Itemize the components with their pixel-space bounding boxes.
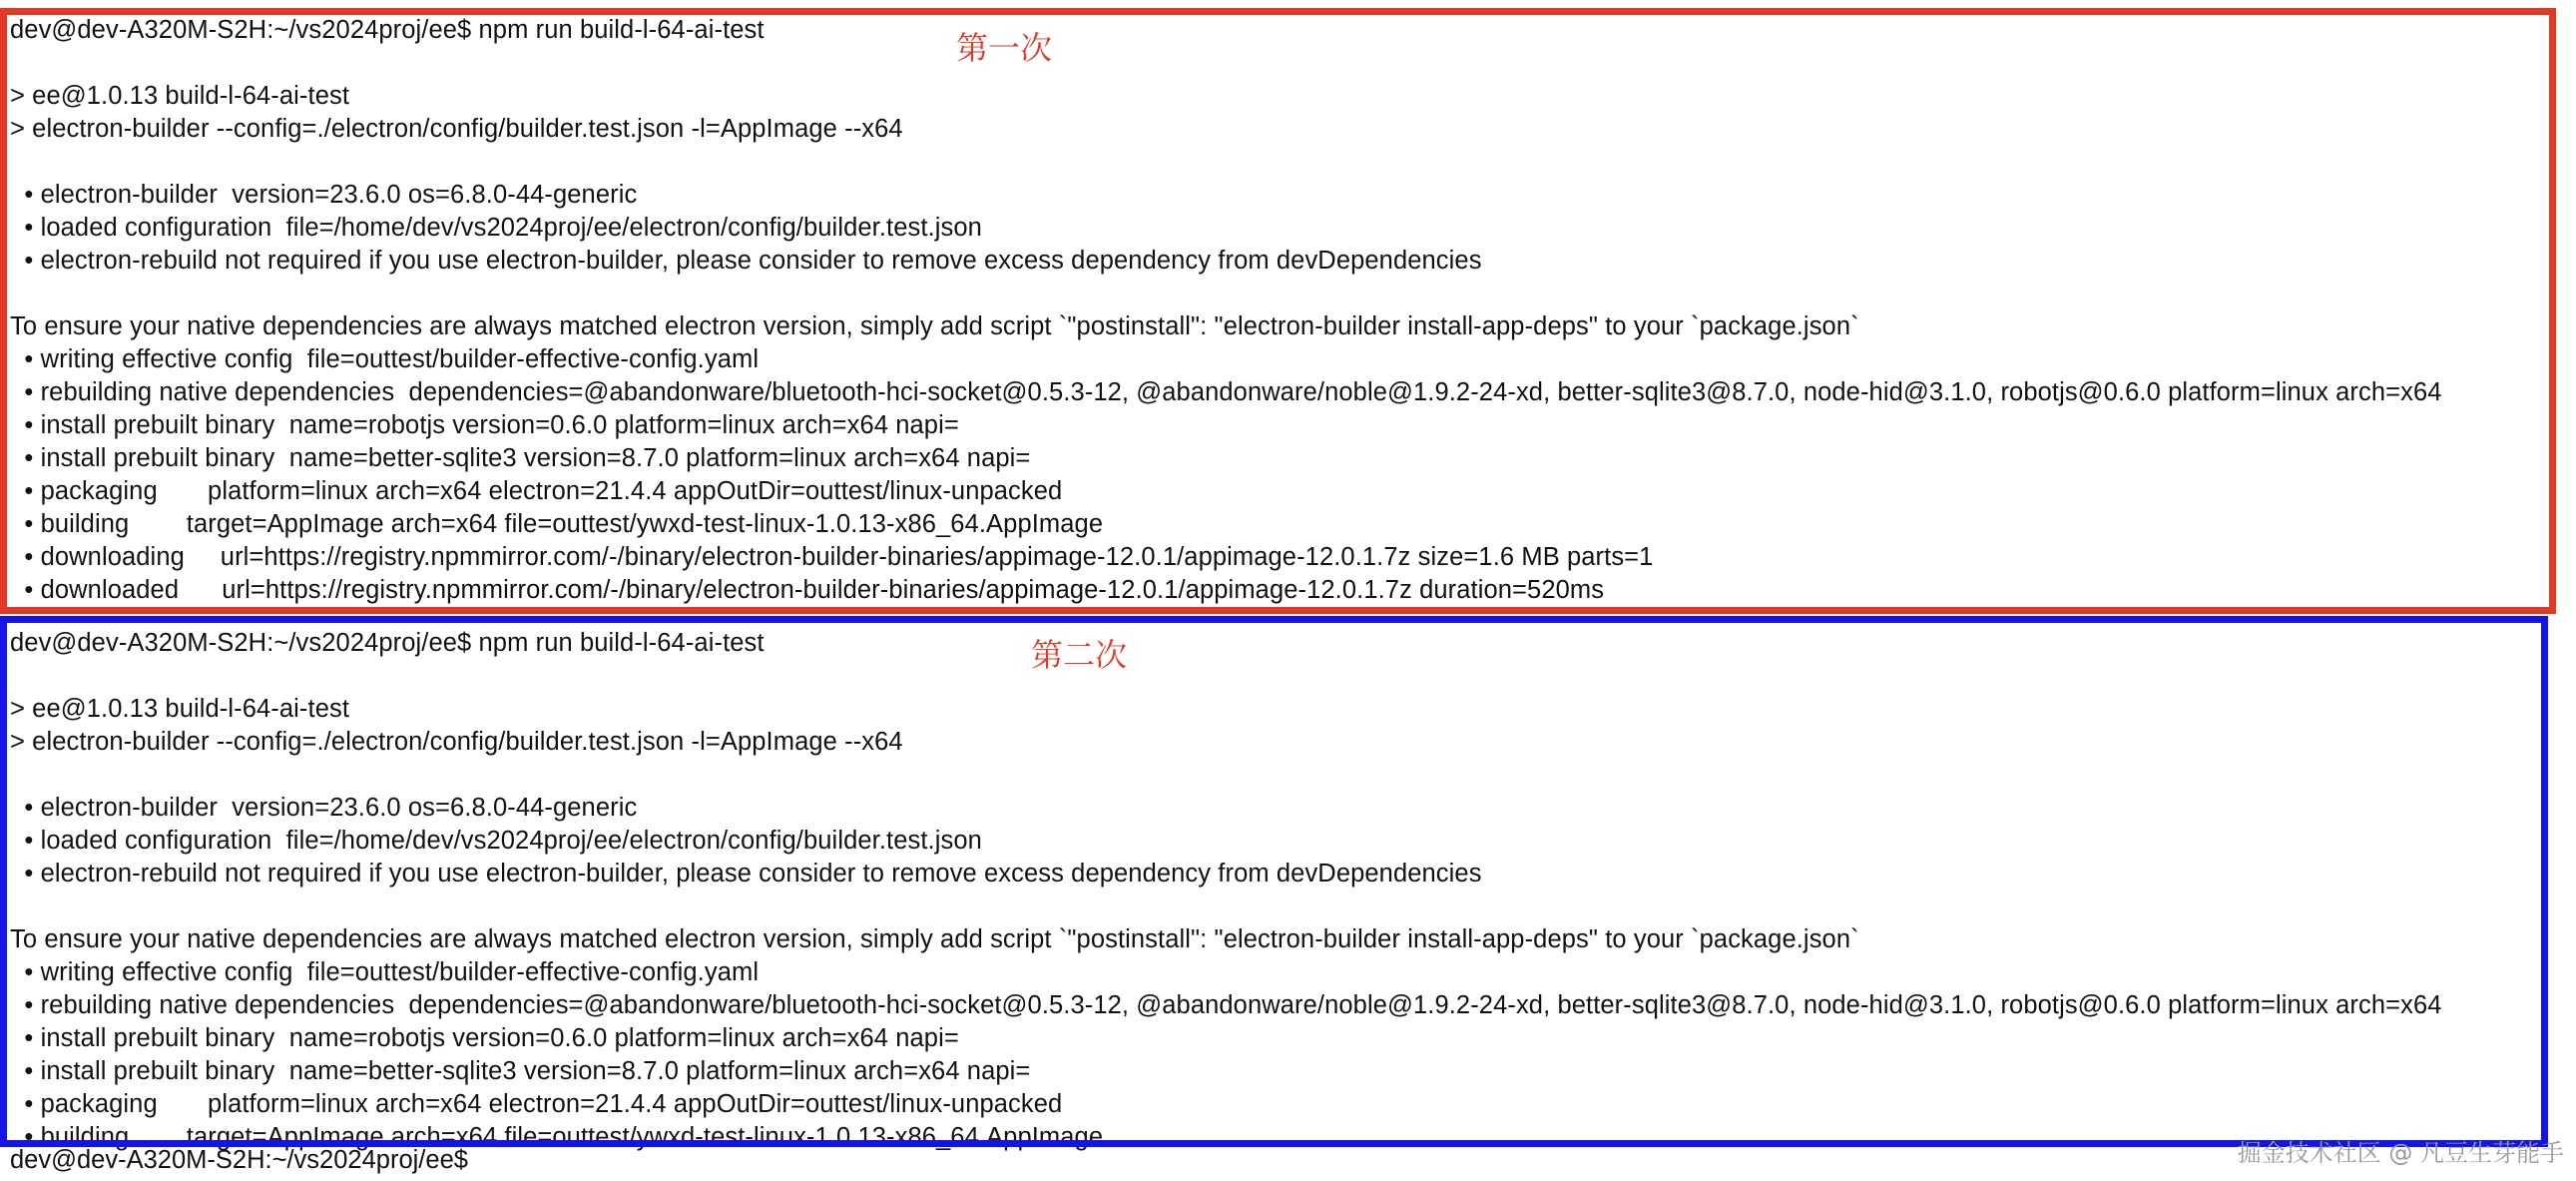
terminal-line: • electron-rebuild not required if you use electron-builder, please consider to remove excess dependency from devDependencies xyxy=(10,860,1482,887)
terminal-line: dev@dev-A320M-S2H:~/vs2024proj/ee$ npm run build-l-64-ai-test xyxy=(10,629,765,657)
terminal-line: • building target=AppImage arch=x64 file=outtest/ywxd-test-linux-1.0.13-x86_64.AppImage xyxy=(10,510,1104,538)
shell-prompt[interactable]: dev@dev-A320M-S2H:~/vs2024proj/ee$ xyxy=(10,1146,468,1174)
terminal-line: • loaded configuration file=/home/dev/vs2024proj/ee/electron/config/builder.test.json xyxy=(10,214,982,242)
terminal-line: dev@dev-A320M-S2H:~/vs2024proj/ee$ npm run build-l-64-ai-test xyxy=(10,16,765,44)
terminal-line: • electron-rebuild not required if you use electron-builder, please consider to remove excess dependency from devDependencies xyxy=(10,247,1482,275)
watermark: 掘金技术社区 @ 凡豆生芽能手 xyxy=(2237,1139,2564,1167)
second-run-label: 第二次 xyxy=(1031,636,1128,674)
terminal-line: • writing effective config file=outtest/builder-effective-config.yaml xyxy=(10,345,760,373)
terminal-line: • loaded configuration file=/home/dev/vs2024proj/ee/electron/config/builder.test.json xyxy=(10,827,982,855)
terminal-line: • downloading url=https://registry.npmmirror.com/-/binary/electron-builder-binaries/appimage-12.0.1/appimage-12.0.1.7z size=1.6 MB parts=1 xyxy=(10,543,1654,571)
terminal-line: • building target=AppImage arch=x64 file=outtest/ywxd-test-linux-1.0.13-x86_64.AppImage xyxy=(10,1123,1104,1151)
terminal-line: To ensure your native dependencies are always matched electron version, simply add script `"postinstall": "electron-builder install-app-deps" to your `package.json` xyxy=(10,925,1859,953)
terminal-line: • rebuilding native dependencies dependencies=@abandonware/bluetooth-hci-socket@0.5.3-12, @abandonware/noble@1.9.2-24-xd, better-sqlite3@8.7.0, node-hid@3.1.0, robotjs@0.6.0 platform=linux arch=x64 xyxy=(10,991,2442,1019)
terminal-line: • writing effective config file=outtest/builder-effective-config.yaml xyxy=(10,958,760,986)
terminal-line: • downloaded url=https://registry.npmmirror.com/-/binary/electron-builder-binaries/appimage-12.0.1/appimage-12.0.1.7z duration=520ms xyxy=(10,576,1605,604)
terminal-line: • rebuilding native dependencies dependencies=@abandonware/bluetooth-hci-socket@0.5.3-12, @abandonware/noble@1.9.2-24-xd, better-sqlite3@8.7.0, node-hid@3.1.0, robotjs@0.6.0 platform=linux arch=x64 xyxy=(10,378,2442,406)
terminal-line: • install prebuilt binary name=better-sqlite3 version=8.7.0 platform=linux arch=x64 napi= xyxy=(10,444,1031,472)
terminal-line: > electron-builder --config=./electron/config/builder.test.json -l=AppImage --x64 xyxy=(10,115,903,143)
terminal-line: • install prebuilt binary name=robotjs version=0.6.0 platform=linux arch=x64 napi= xyxy=(10,411,959,439)
terminal-line: > electron-builder --config=./electron/config/builder.test.json -l=AppImage --x64 xyxy=(10,728,903,756)
terminal-line: To ensure your native dependencies are always matched electron version, simply add script `"postinstall": "electron-builder install-app-deps" to your `package.json` xyxy=(10,312,1859,340)
terminal-line: > ee@1.0.13 build-l-64-ai-test xyxy=(10,695,350,723)
terminal-line: • install prebuilt binary name=robotjs version=0.6.0 platform=linux arch=x64 napi= xyxy=(10,1024,959,1052)
terminal-line: > ee@1.0.13 build-l-64-ai-test xyxy=(10,82,350,110)
first-run-label: 第一次 xyxy=(956,29,1053,67)
terminal-line: • install prebuilt binary name=better-sqlite3 version=8.7.0 platform=linux arch=x64 napi= xyxy=(10,1057,1031,1085)
terminal-line: • packaging platform=linux arch=x64 electron=21.4.4 appOutDir=outtest/linux-unpacked xyxy=(10,477,1063,505)
terminal-line: • packaging platform=linux arch=x64 electron=21.4.4 appOutDir=outtest/linux-unpacked xyxy=(10,1090,1063,1118)
terminal-line: • electron-builder version=23.6.0 os=6.8.0-44-generic xyxy=(10,794,638,822)
terminal-line: • electron-builder version=23.6.0 os=6.8.0-44-generic xyxy=(10,181,638,209)
